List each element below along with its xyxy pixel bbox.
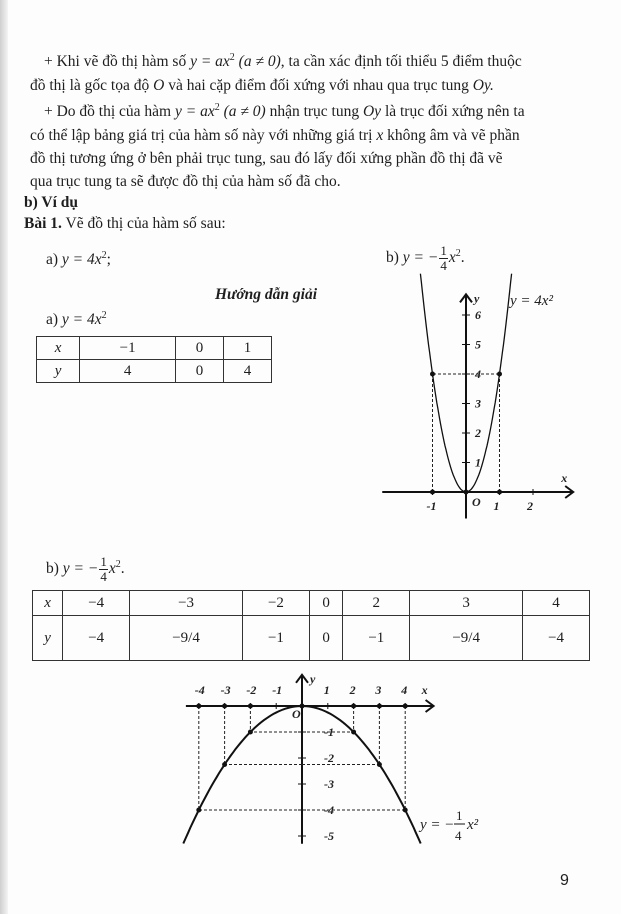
- table-cell: −3: [130, 591, 243, 616]
- origin-label: O: [472, 495, 481, 509]
- x-tick-label: -4: [194, 683, 205, 697]
- table-cell: 4: [80, 360, 176, 383]
- paragraph-1-line-1: + Khi vẽ đồ thị hàm số $y = ax^2$ (a ≠ 0), ta cần xác định tối thiểu 5 điểm thuộc: [44, 51, 522, 70]
- page-number: 9: [560, 872, 569, 889]
- x-tick-label: 3: [375, 683, 382, 697]
- x-tick-label: -3: [220, 683, 231, 697]
- x-tick-label: -1: [272, 683, 283, 697]
- table-cell: −4: [63, 591, 130, 616]
- table-cell: y: [33, 616, 63, 661]
- paragraph-2-line-2: có thể lập bảng giá trị của hàm số này với những giá trị x không âm và vẽ phần: [30, 127, 520, 144]
- table-cell: 0: [309, 616, 343, 661]
- x-tick-label: 1: [493, 499, 500, 513]
- x-tick-label: -1: [426, 499, 437, 513]
- y-tick-label: 5: [475, 337, 481, 352]
- x-tick-label: 4: [401, 683, 408, 697]
- y-tick-label: -1: [324, 725, 334, 739]
- y-tick-label: 4: [475, 367, 481, 381]
- table-cell: x: [33, 591, 63, 616]
- paragraph-2-line-3: đồ thị tương ứng ở bên phải trục tung, sau đó lấy đối xứng phần đồ thị đã vẽ: [30, 150, 503, 167]
- table-cell: 0: [309, 591, 343, 616]
- graph-a-equation-label: y = 4x²: [510, 293, 553, 309]
- table-cell: −4: [523, 616, 590, 661]
- table-cell: −4: [63, 616, 130, 661]
- y-tick-label: -3: [324, 777, 334, 791]
- equation-prefix: y = −: [420, 817, 455, 833]
- x-tick-label: 1: [323, 683, 330, 697]
- equation-denominator: 4: [455, 828, 462, 843]
- x-tick-label: 2: [349, 683, 356, 697]
- table-cell: −9/4: [130, 616, 243, 661]
- solution-a-label: a) $y = 4x^2$: [46, 309, 107, 328]
- table-cell: −2: [242, 591, 309, 616]
- y-tick-label: 1: [475, 455, 481, 470]
- table-cell: 0: [176, 337, 224, 360]
- table-cell: x: [37, 337, 80, 360]
- y-tick-label: 3: [475, 396, 481, 411]
- paragraph-1-line-2: đồ thị là gốc tọa độ O và hai cặp điểm đối xứng với nhau qua trục tung Oy.: [30, 77, 494, 94]
- y-tick-label: 2: [475, 426, 481, 440]
- table-cell: −1: [80, 337, 176, 360]
- paragraph-2-line-1: + Do đồ thị của hàm $y = ax^2$ (a ≠ 0) nhận trục tung Oy là trục đối xứng nên ta: [44, 101, 525, 120]
- solution-title: Hướng dẫn giải: [215, 286, 318, 303]
- table-cell: 3: [410, 591, 523, 616]
- equation-numerator: 1: [456, 808, 463, 823]
- solution-b-label: b) y = − $\frac{1}{4}$ $x^2$.: [46, 554, 125, 584]
- part-b-statement: b) y = − $\frac{1}{4}$ $x^2$.: [386, 243, 465, 273]
- x-tick-label: -2: [246, 683, 257, 697]
- x-axis-label: x: [421, 683, 428, 697]
- table-cell: y: [37, 360, 80, 383]
- y-axis-label: y: [474, 291, 480, 306]
- equation-x: x²: [467, 817, 479, 833]
- exercise-heading: Bài 1. Vẽ đồ thị của hàm số sau:: [24, 215, 226, 232]
- y-tick-label: -5: [324, 829, 334, 843]
- table-cell: −1: [242, 616, 309, 661]
- paragraph-2-line-4: qua trục tung ta sẽ được đồ thị của hàm số đã cho.: [30, 173, 341, 190]
- y-tick-label: -4: [324, 803, 334, 817]
- table-cell: −1: [343, 616, 410, 661]
- table-cell: 0: [176, 360, 224, 383]
- table-cell: 4: [224, 360, 272, 383]
- table-cell: 2: [343, 591, 410, 616]
- part-a-statement: a) $y = 4x^2$;: [46, 249, 111, 268]
- y-tick-label: 6: [475, 308, 481, 322]
- table-cell: 4: [523, 591, 590, 616]
- table-cell: 1: [224, 337, 272, 360]
- y-tick-label: -2: [324, 751, 334, 765]
- table-cell: −9/4: [410, 616, 523, 661]
- origin-label: O: [292, 707, 301, 721]
- x-tick-label: 2: [527, 499, 533, 513]
- x-axis-label: x: [561, 471, 568, 485]
- y-axis-label: y: [310, 671, 316, 686]
- section-heading: b) Ví dụ: [24, 194, 78, 211]
